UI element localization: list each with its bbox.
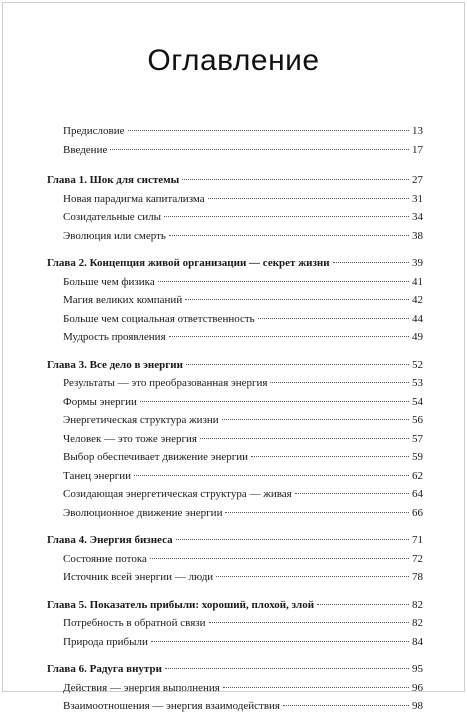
toc-page-number: 27 — [412, 174, 423, 186]
toc-entry[interactable] — [47, 291, 423, 310]
toc-page-number: 71 — [412, 534, 423, 546]
toc-entry[interactable] — [47, 374, 423, 393]
dot-leader — [151, 641, 409, 642]
toc-entry-label: Природа прибыли — [63, 635, 148, 648]
dot-leader — [225, 512, 409, 513]
toc-entry-label: Магия великих компаний — [63, 294, 183, 306]
toc-entry-introduction[interactable] — [47, 141, 423, 160]
dot-leader — [295, 493, 409, 494]
toc-page-number: 39 — [412, 257, 423, 269]
dot-leader — [209, 622, 409, 623]
dot-leader — [216, 576, 409, 577]
toc-page-number: 96 — [412, 681, 423, 694]
toc-page-number: 13 — [412, 125, 423, 137]
table-of-contents — [47, 122, 423, 716]
toc-page-number: 78 — [412, 571, 423, 583]
toc-entry-label: Выбор обеспечивает движение энергии — [63, 451, 249, 463]
toc-entry-label: Больше чем социальная ответственность — [63, 312, 255, 325]
chapter-title: Глава 2. Концепция живой организации — секрет жизни — [47, 257, 330, 269]
dot-leader — [270, 382, 409, 383]
toc-chapter-5[interactable] — [47, 596, 423, 615]
toc-page-number: 17 — [412, 143, 423, 156]
toc-chapter-1[interactable] — [47, 171, 423, 190]
dot-leader — [258, 318, 409, 319]
toc-page-number: 54 — [412, 395, 423, 408]
toc-page-number: 82 — [412, 617, 423, 629]
toc-entry-label: Энергетическая структура жизни — [63, 414, 219, 426]
dot-leader — [150, 558, 409, 559]
dot-leader — [176, 539, 409, 540]
dot-leader — [317, 604, 409, 605]
toc-entry[interactable] — [47, 568, 423, 587]
dot-leader — [251, 456, 409, 457]
dot-leader — [223, 687, 409, 688]
toc-entry[interactable] — [47, 310, 423, 329]
toc-entry[interactable] — [47, 227, 423, 246]
dot-leader — [140, 401, 409, 402]
toc-entry-label: Формы энергии — [63, 395, 137, 408]
toc-entry[interactable] — [47, 485, 423, 504]
toc-entry[interactable] — [47, 411, 423, 430]
toc-entry[interactable] — [47, 273, 423, 292]
chapter-title: Глава 6. Радуга внутри — [47, 663, 162, 675]
toc-entry[interactable] — [47, 550, 423, 569]
toc-entry[interactable] — [47, 633, 423, 652]
page-title: Оглавление — [147, 44, 320, 77]
toc-entry-preface[interactable] — [47, 122, 423, 141]
chapter-title: Глава 1. Шок для системы — [47, 174, 180, 186]
toc-chapter-3[interactable] — [47, 356, 423, 375]
toc-chapter-6[interactable] — [47, 660, 423, 679]
toc-page-number: 66 — [412, 506, 423, 519]
chapter-title: Глава 5. Показатель прибыли: хороший, плохой, злой — [47, 598, 315, 611]
dot-leader — [222, 419, 409, 420]
toc-entry-label: Эволюционное движение энергии — [63, 506, 223, 519]
toc-entry-label: Мудрость проявления — [63, 331, 166, 343]
chapter-title: Глава 4. Энергия бизнеса — [47, 534, 173, 546]
toc-page-number: 52 — [412, 358, 423, 371]
dot-leader — [128, 130, 410, 131]
dot-leader — [169, 336, 409, 337]
dot-leader — [200, 438, 409, 439]
dot-leader — [169, 235, 409, 236]
toc-entry-label: Больше чем физика — [63, 275, 155, 288]
toc-entry[interactable] — [47, 430, 423, 449]
toc-page-number: 49 — [412, 331, 423, 343]
dot-leader — [134, 475, 409, 476]
toc-entry-label: Результаты — это преобразованная энергия — [63, 377, 268, 389]
toc-page-number: 56 — [412, 414, 423, 426]
toc-entry[interactable] — [47, 208, 423, 227]
dot-leader — [165, 668, 409, 669]
toc-page-number: 57 — [412, 432, 423, 445]
toc-page-number: 82 — [412, 598, 423, 611]
toc-page-number: 84 — [412, 635, 423, 648]
dot-leader — [283, 705, 409, 706]
toc-page-number: 62 — [412, 469, 423, 482]
toc-entry-label: Взаимоотношения — энергия взаимодействия — [63, 700, 280, 712]
toc-entry-label: Человек — это тоже энергия — [63, 432, 197, 445]
toc-entry-label: Танец энергии — [63, 469, 132, 482]
toc-entry[interactable] — [47, 467, 423, 486]
toc-page-number: 95 — [412, 663, 423, 675]
dot-leader — [208, 198, 409, 199]
toc-page-number: 44 — [412, 312, 423, 325]
toc-entry-label: Созидающая энергетическая структура — живая — [63, 488, 292, 500]
dot-leader — [164, 216, 409, 217]
toc-entry-label: Введение — [63, 143, 108, 156]
toc-entry-label: Новая парадигма капитализма — [63, 192, 205, 205]
toc-entry-label: Состояние потока — [63, 552, 147, 565]
toc-page-number: 31 — [412, 192, 423, 205]
toc-page-number: 42 — [412, 294, 423, 306]
toc-page-number: 53 — [412, 377, 423, 389]
chapter-title: Глава 3. Все дело в энергии — [47, 358, 183, 371]
dot-leader — [182, 179, 409, 180]
dot-leader — [333, 262, 409, 263]
toc-entry[interactable] — [47, 448, 423, 467]
toc-entry-label: Источник всей энергии — люди — [63, 571, 214, 583]
toc-page-number: 64 — [412, 488, 423, 500]
toc-entry[interactable] — [47, 679, 423, 698]
dot-leader — [185, 299, 409, 300]
toc-entry-label: Предисловие — [63, 125, 125, 137]
toc-entry-label: Потребность в обратной связи — [63, 617, 206, 629]
toc-page-number: 41 — [412, 275, 423, 288]
toc-page-number: 72 — [412, 552, 423, 565]
dot-leader — [110, 149, 409, 150]
toc-entry[interactable] — [47, 190, 423, 209]
dot-leader — [186, 364, 409, 365]
toc-entry-label: Созидательные силы — [63, 211, 162, 223]
toc-entry[interactable] — [47, 328, 423, 347]
toc-entry[interactable] — [47, 614, 423, 633]
dot-leader — [158, 281, 409, 282]
toc-page-number: 38 — [412, 229, 423, 242]
toc-chapter-4[interactable] — [47, 531, 423, 550]
toc-entry-label: Действия — энергия выполнения — [63, 681, 220, 694]
toc-entry[interactable] — [47, 697, 423, 716]
toc-entry-label: Эволюция или смерть — [63, 229, 166, 242]
toc-entry[interactable] — [47, 393, 423, 412]
toc-page-number: 59 — [412, 451, 423, 463]
toc-entry[interactable] — [47, 504, 423, 523]
toc-chapter-2[interactable] — [47, 254, 423, 273]
toc-page-number: 98 — [412, 700, 423, 712]
toc-page-number: 34 — [412, 211, 423, 223]
